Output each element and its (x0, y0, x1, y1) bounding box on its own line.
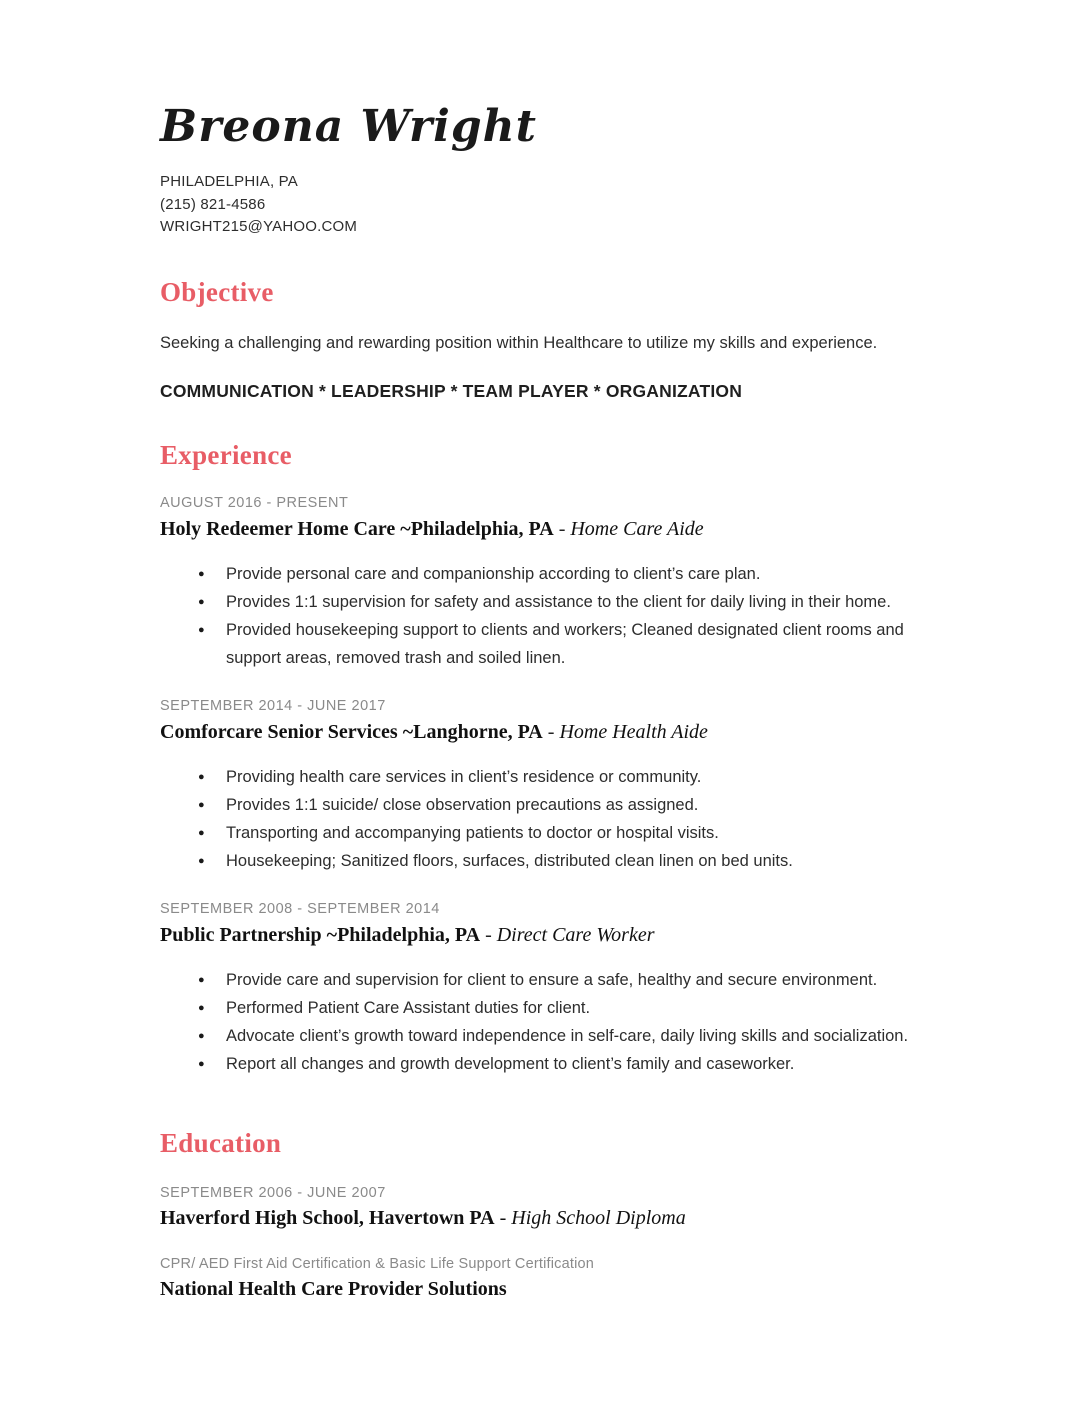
bullet-text: Provide care and supervision for client to ensure a safe, healthy and secure environment. (226, 970, 878, 989)
job-title-separator: - (542, 720, 560, 743)
bullet-item (198, 994, 928, 1022)
resume-name: Breona Wright (160, 101, 537, 152)
bullet-text: Provides 1:1 supervision for safety and assistance to the client for daily living in their home. (226, 592, 891, 611)
bullet-text: Providing health care services in client’s residence or community. (226, 767, 702, 786)
job-role: Home Health Aide (559, 720, 708, 743)
certification-org: National Health Care Provider Solutions (160, 1277, 507, 1300)
education-dates: SEPTEMBER 2006 - JUNE 2007 (160, 1184, 386, 1201)
bullet-icon: ● (198, 567, 205, 580)
job-dates: AUGUST 2016 - PRESENT (160, 494, 349, 511)
bullet-text: Advocate client’s growth toward independence in self-care, daily living skills and socialization. (226, 1026, 909, 1045)
bullet-icon: ● (198, 973, 205, 986)
job-entry (160, 698, 948, 875)
job-dates: SEPTEMBER 2008 - SEPTEMBER 2014 (160, 900, 440, 917)
skills-line: COMMUNICATION * LEADERSHIP * TEAM PLAYER * ORGANIZATION (160, 380, 743, 401)
bullet-icon: ● (198, 1029, 205, 1042)
bullet-item (198, 1022, 928, 1050)
bullet-text: Report all changes and growth development to client’s family and caseworker. (226, 1054, 795, 1073)
bullet-icon: ● (198, 623, 205, 636)
job-title (160, 720, 948, 745)
job-entry (160, 495, 948, 672)
job-title (160, 517, 948, 542)
contact-location: PHILADELPHIA, PA (160, 173, 298, 191)
education-title-separator: - (494, 1206, 512, 1229)
bullet-icon: ● (198, 770, 205, 783)
bullet-text: Provide personal care and companionship according to client’s care plan. (226, 564, 761, 583)
bullet-text: Provided housekeeping support to clients and workers; Cleaned designated client rooms and support areas, removed trash and soiled linen. (226, 620, 904, 667)
certification-note: CPR/ AED First Aid Certification & Basic Life Support Certification (160, 1255, 595, 1272)
experience-heading: Experience (160, 439, 292, 470)
education-school: Haverford High School, Havertown PA (160, 1206, 495, 1229)
bullet-item (198, 588, 928, 616)
bullet-item (198, 1050, 928, 1078)
education-entry (160, 1185, 948, 1301)
education-title (160, 1207, 948, 1230)
bullet-icon: ● (198, 854, 205, 867)
bullet-item (198, 560, 928, 588)
job-bullet-list (160, 763, 948, 875)
contact-email: WRIGHT215@YAHOO.COM (160, 218, 358, 236)
education-heading: Education (160, 1127, 282, 1158)
contact-phone: (215) 821-4586 (160, 195, 266, 213)
job-bullet-list (160, 560, 948, 672)
bullet-item (198, 763, 928, 791)
bullet-item (198, 966, 928, 994)
education-degree: High School Diploma (511, 1206, 686, 1229)
job-company: Comforcare Senior Services ~Langhorne, PA (160, 720, 543, 743)
bullet-icon: ● (198, 798, 205, 811)
bullet-text: Transporting and accompanying patients to doctor or hospital visits. (226, 823, 719, 842)
bullet-icon: ● (198, 595, 205, 608)
objective-summary: Seeking a challenging and rewarding position within Healthcare to utilize my skills and experience. (160, 333, 878, 352)
bullet-icon: ● (198, 826, 205, 839)
job-bullet-list (160, 966, 948, 1078)
job-role: Home Care Aide (570, 517, 704, 540)
bullet-item (198, 847, 928, 875)
contact-block (160, 171, 948, 239)
job-title (160, 923, 948, 948)
bullet-text: Provides 1:1 suicide/ close observation precautions as assigned. (226, 795, 699, 814)
objective-heading: Objective (160, 276, 274, 307)
job-dates: SEPTEMBER 2014 - JUNE 2017 (160, 697, 386, 714)
job-entry (160, 901, 948, 1078)
job-title-separator: - (480, 923, 497, 946)
bullet-item (198, 819, 928, 847)
job-title-separator: - (553, 517, 571, 540)
bullet-text: Housekeeping; Sanitized floors, surfaces, distributed clean linen on bed units. (226, 851, 793, 870)
bullet-item (198, 791, 928, 819)
bullet-item (198, 616, 928, 672)
job-company: Public Partnership ~Philadelphia, PA (160, 923, 481, 946)
bullet-icon: ● (198, 1057, 205, 1070)
job-company: Holy Redeemer Home Care ~Philadelphia, PA (160, 517, 554, 540)
job-role: Direct Care Worker (496, 923, 655, 946)
bullet-text: Performed Patient Care Assistant duties for client. (226, 998, 591, 1017)
bullet-icon: ● (198, 1001, 205, 1014)
